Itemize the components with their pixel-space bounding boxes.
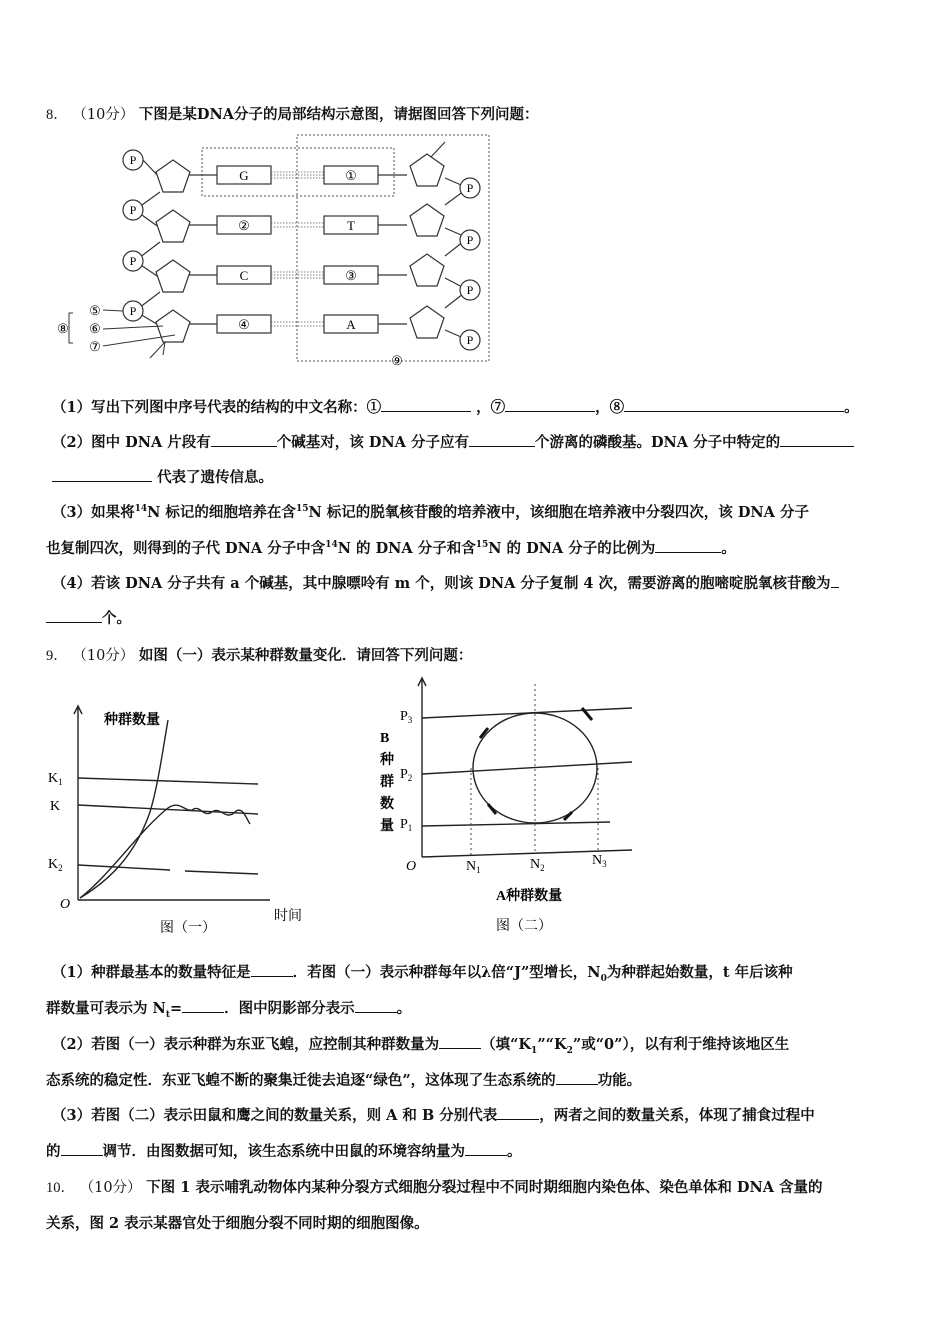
q9-stem: 如图（一）表示某种群数量变化．请回答下列问题： [138,647,473,664]
answer-blank[interactable] [211,432,277,447]
answer-blank[interactable] [465,1141,507,1156]
q10-number: 10． [46,1180,75,1196]
q8-sub2-cont [52,466,273,487]
q8-sub2-text: 代表了遗传信息。 [157,469,274,486]
answer-blank[interactable] [831,573,839,588]
fig1-k: K [50,799,61,814]
answer-blank[interactable] [52,467,152,482]
base-label: ③ [345,268,357,283]
q8-sub1-text: ，⑧ [595,399,625,416]
q8-sub2-text: 个游离的磷酸基。DNA 分子中特定的 [534,434,781,451]
q9-sub2-text: 态系统的稳定性．东亚飞蝗不断的聚集迁徙去追逐“绿色”，这体现了生态系统的 [46,1072,556,1089]
subscript: 1 [531,1045,538,1056]
answer-blank[interactable] [624,397,844,412]
answer-blank[interactable] [469,432,535,447]
fig1-ylabel: 种群数量 [104,713,160,728]
fig2-p1: $P_1$ [400,817,413,833]
phosphate-label: P [129,203,137,217]
q8-sub3-text: （3）如果将 [52,504,135,521]
q9-sub2-text: （2）若图（一）表示种群为东亚飞蝗，应控制其种群数量为 [52,1036,440,1053]
superscript: 14 [325,540,338,551]
answer-blank[interactable] [505,397,595,412]
fig1-k2: $K_2$ [48,857,63,873]
fig2-xlabel: A种群数量 [496,889,563,904]
q9-sub2-text: 功能。 [597,1072,642,1089]
subscript: 0 [600,973,607,984]
q9-sub1-text: ．若图（一）表示种群每年以λ倍“J”型增长，N [292,964,601,981]
answer-blank[interactable] [497,1105,539,1120]
q9-sub1-cont [46,997,411,1020]
q8-sub3-text: N 的 DNA 分子的比例为 [488,540,656,557]
phosphate-label: P [129,304,137,318]
q8-sub4-cont [46,607,131,628]
predator-prey-figure [370,672,660,942]
fig2-p2: $P_2$ [400,767,413,783]
answer-blank[interactable] [61,1141,103,1156]
side-label-6: ⑥ [89,321,101,336]
fig2-ylabel-char: 群 [380,775,394,790]
fig2-n2: $N_2$ [530,857,545,873]
answer-blank[interactable] [355,998,397,1013]
answer-blank[interactable] [439,1034,481,1049]
q8-sub2-text: （2）图中 DNA 片段有 [52,434,211,451]
side-label-7: ⑦ [89,339,101,354]
fig1-xlabel: 时间 [274,909,302,924]
q8-stem-line [46,103,539,124]
fig2-n1: $N_1$ [466,859,481,875]
base-label: ④ [238,317,250,332]
q9-sub1-text: 群数量可表示为 N [46,1000,166,1017]
q8-sub4-text: （4）若该 DNA 分子共有 a 个碱基，其中腺嘌呤有 m 个，则该 DNA 分子复制 4 次，需要游离的胞嘧啶脱氧核苷酸为 [52,575,831,592]
q8-sub1 [52,396,859,417]
side-label-5: ⑤ [89,303,101,318]
q9-number: 9． [46,648,68,664]
q8-number: 8． [46,107,68,123]
phosphate-label: P [466,233,474,247]
q9-sub2 [52,1033,789,1056]
fig1-k1: $K_1$ [48,771,63,787]
fig2-caption: 图（二） [496,919,552,934]
phosphate-label: P [466,333,474,347]
phosphate-label: P [466,181,474,195]
phosphate-label: P [129,153,137,167]
q10-stem: 下图 1 表示哺乳动物体内某种分裂方式细胞分裂过程中不同时期细胞内染色体、染色单体和 DNA 含量的 [146,1179,823,1196]
q8-sub1-text: （1）写出下列图中序号代表的结构的中文名称：① [52,399,382,416]
base-label: G [239,168,249,183]
q10-score: （10分） [79,1180,142,1196]
superscript: 15 [475,540,489,551]
fig2-ylabel-char: 数 [380,797,394,812]
fig2-ylabel-char: 种 [380,753,394,768]
q8-sub3-text: 。 [721,540,736,557]
q8-sub4-text: 个。 [102,610,131,627]
fig2-ylabel-char: B [380,731,390,746]
q8-sub3-cont [46,537,736,558]
q8-sub3-text: N 标记的细胞培养在含 [147,504,296,521]
q8-sub3 [52,501,809,522]
phosphate-label: P [129,254,137,268]
base-label: C [239,268,249,283]
q8-score: （10分） [72,107,135,123]
fig2-p3: $P_3$ [400,709,413,725]
q9-sub2-text: ”“K [537,1036,567,1053]
q9-sub3-text: 的 [46,1143,61,1160]
phosphate-label: P [466,283,474,297]
fig2-n3: $N_3$ [592,853,607,869]
q8-sub1-text: ，⑦ [476,399,506,416]
base-label: ① [345,168,357,183]
q10-stem-cont: 关系，图 2 表示某器官处于细胞分裂不同时期的细胞图像。 [46,1215,429,1232]
q9-sub1-text: （1）种群最基本的数量特征是 [52,964,251,981]
q9-sub1-text: ．图中阴影部分表示 [224,1000,355,1017]
q9-sub2-cont [46,1069,641,1090]
q8-sub1-text: 。 [844,399,859,416]
q8-stem: 下图是某DNA分子的局部结构示意图，请据图回答下列问题： [138,106,539,123]
q8-sub3-text: N 的 DNA 分子和含 [337,540,476,557]
base-label: T [347,218,355,233]
q9-stem-line [46,644,472,665]
q9-sub1 [52,961,793,984]
q10-stem-line [46,1176,823,1197]
q9-sub2-text: ”或“0”），以有利于维持该地区生 [572,1036,790,1053]
q8-sub3-text: N 标记的脱氧核苷酸的培养液中，该细胞在培养液中分裂四次，该 DNA 分子 [308,504,809,521]
q9-sub3-text: （3）若图（二）表示田鼠和鹰之间的数量关系，则 A 和 B 分别代表 [52,1107,498,1124]
q9-sub3-text: ，两者之间的数量关系，体现了捕食过程中 [539,1107,815,1124]
base-label: A [346,317,356,332]
q8-sub2 [52,431,854,452]
fig2-ylabel-char: 量 [380,819,394,834]
answer-blank[interactable] [655,538,721,553]
fig1-caption: 图（一） [160,921,216,936]
superscript: 15 [295,504,309,515]
subscript: 2 [566,1045,573,1056]
fig2-origin: O [406,859,417,874]
base-label: ② [238,218,250,233]
q9-score: （10分） [72,648,135,664]
q9-sub3-cont [46,1140,522,1161]
population-growth-figure [40,700,320,940]
q9-sub1-text: 。 [396,1000,412,1017]
answer-blank[interactable] [381,397,471,412]
group-label-8: ⑧ [57,321,69,336]
answer-blank[interactable] [251,962,293,977]
subscript: t [165,1009,170,1020]
answer-blank[interactable] [556,1070,598,1085]
bottom-label-9: ⑨ [391,353,403,368]
q9-sub3-text: 。 [507,1143,522,1160]
q8-sub4 [52,572,839,593]
answer-blank[interactable] [780,432,854,447]
q8-sub2-text: 个碱基对，该 DNA 分子应有 [276,434,469,451]
q8-sub3-text: 也复制四次，则得到的子代 DNA 分子中含 [46,540,326,557]
answer-blank[interactable] [46,608,102,623]
q9-sub1-text: 为种群起始数量，t 年后该种 [606,964,793,981]
q9-sub3-text: 调节．由图数据可知，该生态系统中田鼠的环境容纳量为 [102,1143,465,1160]
fig1-origin: O [60,897,71,912]
answer-blank[interactable] [182,998,224,1013]
q9-sub1-text: = [169,1000,183,1017]
q9-sub3 [52,1104,815,1125]
superscript: 14 [134,504,148,515]
q9-sub2-text: （填“K [481,1036,532,1053]
dna-structure-figure [55,130,495,370]
